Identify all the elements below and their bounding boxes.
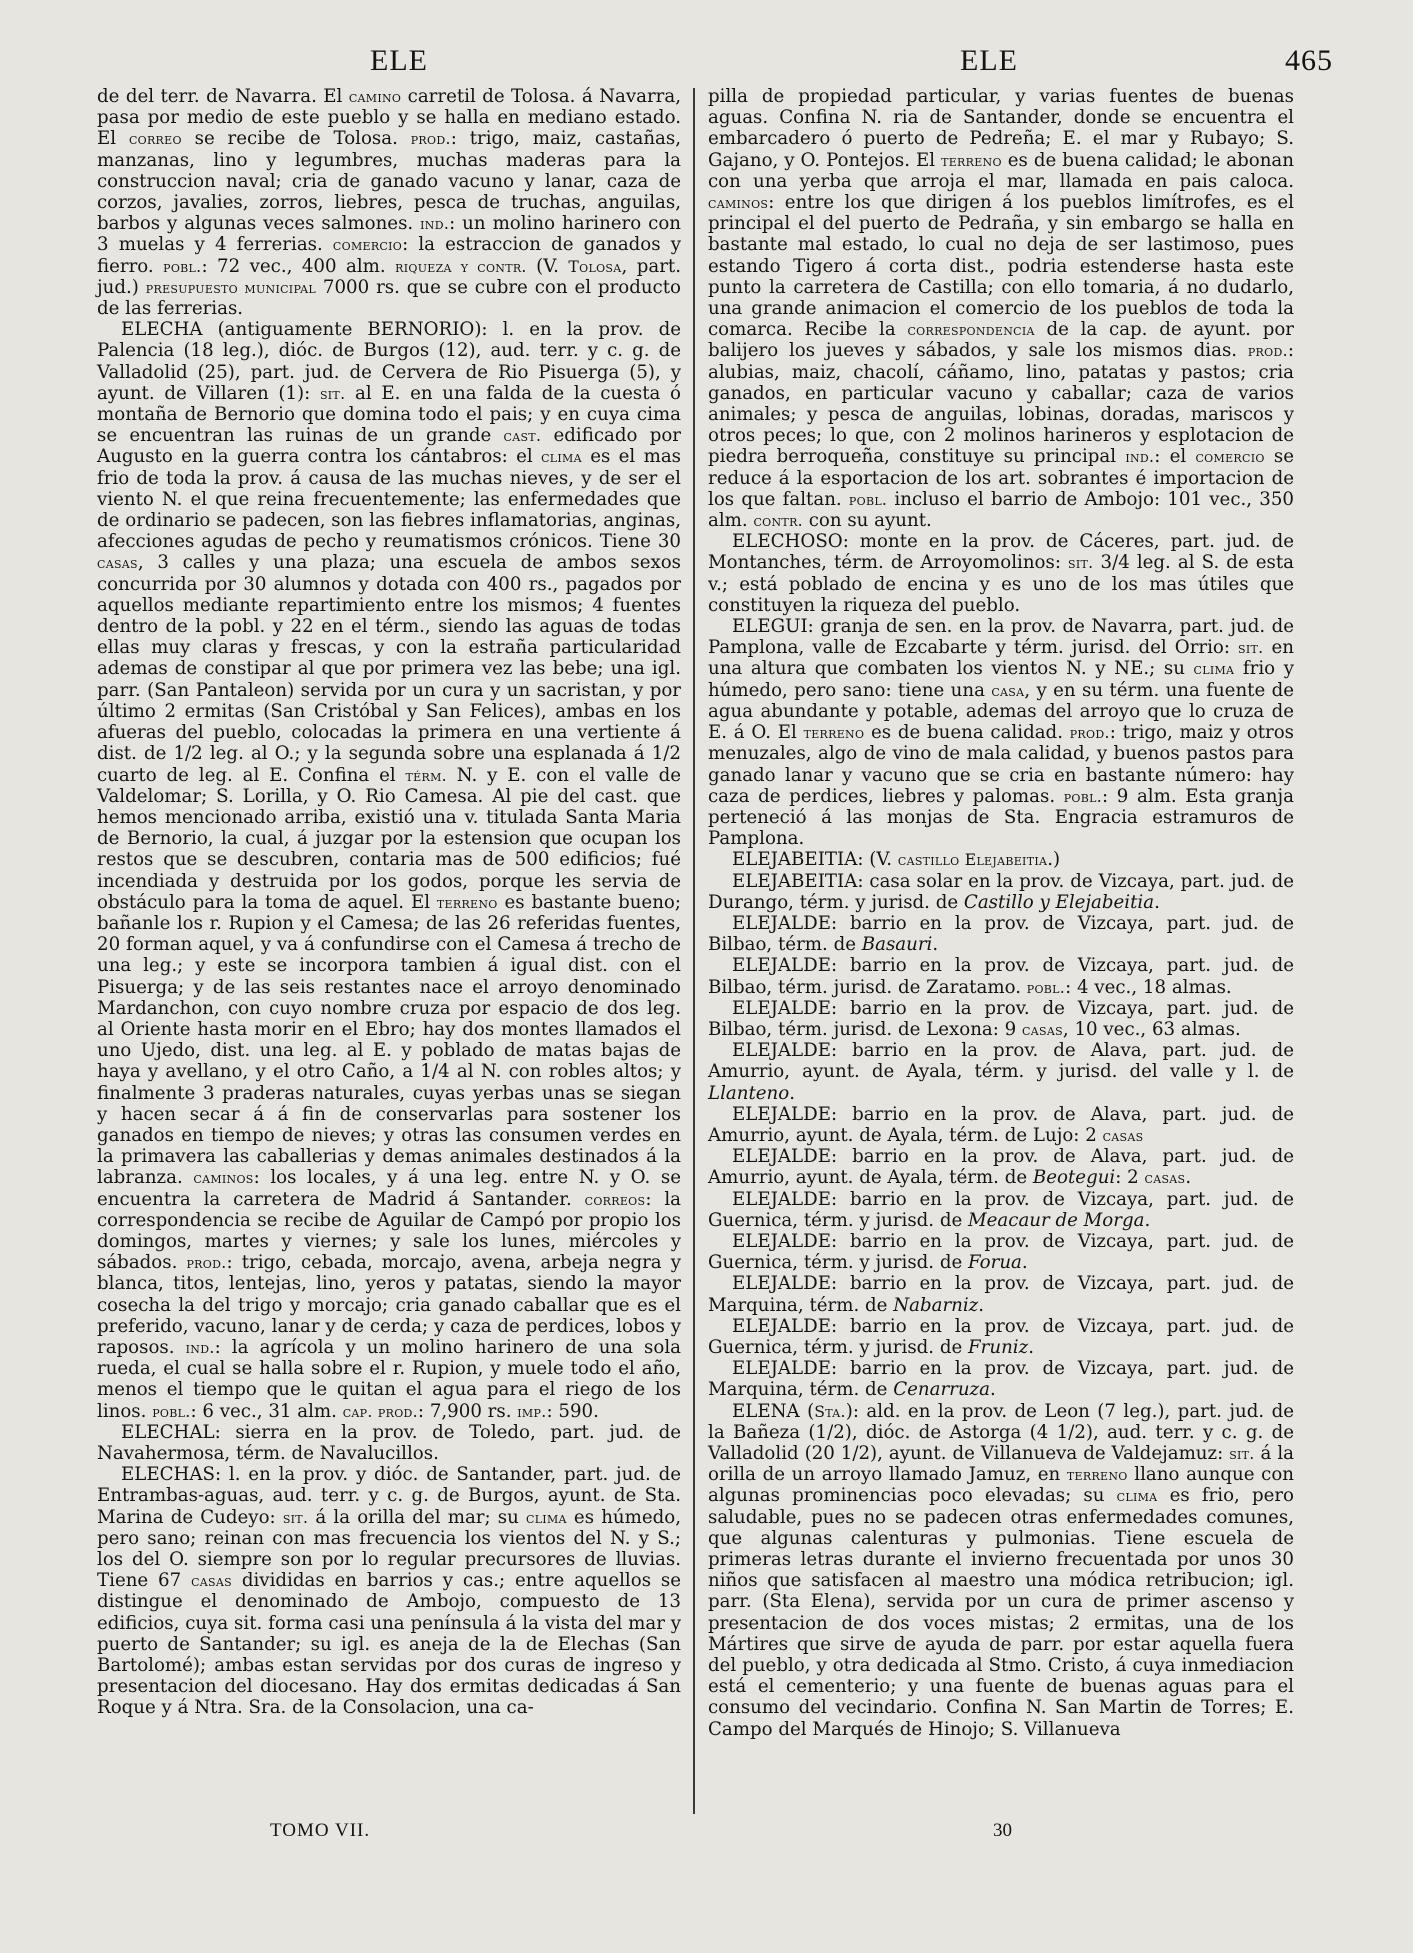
- entry-elejalde: ELEJALDE: barrio en la prov. de Vizcaya, part. jud. de Marquina, térm. de Nabarniz.: [708, 1273, 1294, 1316]
- running-head-right: ELE: [960, 44, 1018, 77]
- entry-elejalde: ELEJALDE: barrio en la prov. de Vizcaya, part. jud. de Marquina, térm. de Cenarruza.: [708, 1358, 1294, 1401]
- left-column: [97, 86, 681, 1719]
- page-footer: [0, 1820, 1413, 1850]
- entry-elechoso: ELECHOSO: monte en la prov. de Cáceres, part. jud. de Montanches, térm. de Arroyomolinos: sit. 3/4 leg. al S. de esta v.; está poblado de encina y es uno de los mas útiles que constituyen la riqueza del pueblo.: [708, 531, 1295, 616]
- entry-elegui: ELEGUI: granja de sen. en la prov. de Navarra, part. jud. de Pamplona, valle de Ezcabarte y térm. jurisd. del Orrio: sit. en una altura que combaten los vientos N. y NE.; su clima frio y húmedo, pero sano: tiene una casa, y en su térm. una fuente de agua abundante y potable, ademas del arroyo que lo cruza de E. á O. El terreno es de buena calidad. prod.: trigo, maiz y otros menuzales, algo de vino de mala calidad, y buenos pastos para ganado lanar y vacuno que se cria en bastante número: hay caza de perdices, liebres y palomas. pobl.: 9 alm. Esta granja perteneció á las monjas de Sta. Engracia estramuros de Pamplona.: [708, 616, 1295, 850]
- entry-elena: ELENA (Sta.): ald. en la prov. de Leon (7 leg.), part. jud. de la Bañeza (1/2), dióc. de Astorga (4 1/2), aud. terr. y c. g. de Valladolid (20 1/2), ayunt. de Villanueva de Valdejamuz: sit. á la orilla de un arroyo llamado Jamuz, en terreno llano aunque con algunas prominencias poco elevadas; su clima es frio, pero saludable, pues no se padecen otras enfermedades comunes, que algunas calenturas y pulmonias. Tiene escuela de primeras letras durante el invierno frecuentada por unos 30 niños que satisfacen al maestro una módica retribucion; igl. parr. (Sta Elena), servida por un cura de primer ascenso y presentacion de dos voces mistas; 2 ermitas, una de los Mártires que sirve de ayuda de parr. por estar aquella fuera del pueblo, y otra dedicada al Stmo. Cristo, á cuya inmediacion está el cementerio; y una fuente de buenas aguas para el consumo del vecindario. Confina N. San Martin de Torres; E. Campo del Marqués de Hinojo; S. Villanueva: [708, 1400, 1295, 1740]
- entry-continuation: de del terr. de Navarra. El camino carretil de Tolosa. á Navarra, pasa por medio de este pueblo y se halla en mediano estado. El correo se recibe de Tolosa. prod.: trigo, maiz, castañas, manzanas, lino y legumbres, muchas maderas para la construccion naval; cria de ganado vacuno y lanar, caza de corzos, javalies, zorros, liebres, pesca de truchas, anguilas, barbos y algunas veces salmones. ind.: un molino harinero con 3 muelas y 4 ferrerias. comercio: la estraccion de ganados y fierro. pobl.: 72 vec., 400 alm. riqueza y contr. (V. Tolosa, part. jud.) presupuesto municipal 7000 rs. que se cubre con el producto de las ferrerias.: [97, 86, 682, 320]
- entry-elejalde: ELEJALDE: barrio en la prov. de Vizcaya, part. jud. de Guernica, térm. y jurisd. de Fruniz.: [708, 1315, 1294, 1358]
- entry-elejalde: ELEJALDE: barrio en la prov. de Vizcaya, part. jud. de Bilbao, térm. de Basauri.: [708, 912, 1294, 956]
- volume-label: TOMO VII.: [270, 1820, 371, 1841]
- entry-elejabeitia-ref: ELEJABEITIA: (V. castillo Elejabeitia.): [732, 849, 1061, 871]
- page-number: 465: [1285, 44, 1333, 77]
- right-column: [708, 86, 1294, 1740]
- entry-elechal: ELECHAL: sierra en la prov. de Toledo, part. jud. de Navahermosa, térm. de Navalucillos.: [97, 1421, 681, 1464]
- entry-elejalde: ELEJALDE: barrio en la prov. de Alava, part. jud. de Amurrio, ayunt. de Ayala, térm. de Beotegui: 2 casas.: [708, 1146, 1294, 1189]
- signature-mark: 30: [993, 1820, 1012, 1841]
- running-head-left: ELE: [370, 44, 428, 77]
- running-head: [0, 44, 1413, 84]
- entry-elechas-continuation: pilla de propiedad particular, y varias fuentes de buenas aguas. Confina N. ria de Santander, donde se encuentra el embarcadero ó puerto de Pedreña; E. el mar y Rubayo; S. Gajano, y O. Pontejos. El terreno es de buena calidad; le abonan con una yerba que arroja el mar, llamada en pais caloca. caminos: entre los que dirigen á los pueblos limítrofes, es el principal el del puerto de Pedraña, y sin embargo se halla en bastante mal estado, lo cual no deja de ser lastimoso, pues estando Tigero á corta dist., podria estenderse hasta este punto la carretera de Castilla; con ello tomaria, á no dudarlo, una grande animacion el comercio de los pueblos de toda la comarca. Recibe la correspondencia de la cap. de ayunt. por balijero los jueves y sábados, y sale los mismos dias. prod.: alubias, maiz, chacolí, cáñamo, lino, patatas y pastos; cria ganados, en particular vacuno y caballar; caza de varios animales; y pesca de anguilas, lobinas, doradas, mariscos y otros peces; lo que, con 2 molinos harineros y esplotacion de piedra berroqueña, constituye su principal ind.: el comercio se reduce á la esportacion de los art. sobrantes é importacion de los que faltan. pobl. incluso el barrio de Ambojo: 101 vec., 350 alm. contr. con su ayunt.: [708, 86, 1295, 532]
- entry-elejalde: ELEJALDE: barrio en la prov. de Alava, part. jud. de Amurrio, ayunt. de Ayala, térm. y jurisd. del valle y l. de Llanteno.: [708, 1040, 1294, 1104]
- entry-elejabeitia: ELEJABEITIA: casa solar en la prov. de Vizcaya, part. jud. de Durango, térm. y jurisd. de Castillo y Elejabeitia.: [708, 870, 1294, 913]
- column-divider: [693, 88, 695, 1814]
- entry-elejalde: ELEJALDE: barrio en la prov. de Alava, part. jud. de Amurrio, ayunt. de Ayala, térm. de Lujo: 2 casas: [708, 1103, 1294, 1146]
- entry-elejalde: ELEJALDE: barrio en la prov. de Vizcaya, part. jud. de Bilbao, térm. jurisd. de Lexona: 9 casas, 10 vec., 63 almas.: [708, 997, 1294, 1040]
- entry-elejalde: ELEJALDE: barrio en la prov. de Vizcaya, part. jud. de Bilbao, térm. jurisd. de Zaratamo. pobl.: 4 vec., 18 almas.: [708, 955, 1294, 998]
- entry-elechas: ELECHAS: l. en la prov. y dióc. de Santander, part. jud. de Entrambas-aguas, aud. terr. y c. g. de Burgos, ayunt. de Sta. Marina de Cudeyo: sit. á la orilla del mar; su clima es húmedo, pero sano; reinan con mas frecuencia los vientos del N. y S.; los del O. siempre son por lo regular precursores de lluvias. Tiene 67 casas divididas en barrios y cas.; entre aquellos se distingue el denominado de Ambojo, compuesto de 13 edificios, cuya sit. forma casi una península á la vista del mar y puerto de Santander; su igl. es aneja de la de Elechas (San Bartolomé); ambas estan servidas por dos curas de ingreso y presentacion del diocesano. Hay dos ermitas dedicadas á San Roque y á Ntra. Sra. de la Consolacion, una ca-: [97, 1464, 681, 1719]
- entry-elejalde: ELEJALDE: barrio en la prov. de Vizcaya, part. jud. de Guernica, térm. y jurisd. de Forua.: [708, 1230, 1294, 1274]
- entry-elejalde: ELEJALDE: barrio en la prov. de Vizcaya, part. jud. de Guernica, térm. y jurisd. de Meacaur de Morga.: [708, 1188, 1294, 1231]
- entry-elecha: ELECHA (antiguamente BERNORIO): l. en la prov. de Palencia (18 leg.), dióc. de Burgos (12), aud. terr. y c. g. de Valladolid (25), part. jud. de Cervera de Rio Pisuerga (5), y ayunt. de Villaren (1): sit. al E. en una falda de la cuesta ó montaña de Bernorio que domina todo el pais; y en cuya cima se encuentran las ruinas de un grande cast. edificado por Augusto en la guerra contra los cántabros: el clima es el mas frio de toda la prov. á causa de las muchas nieves, y de ser el viento N. el que reina frecuentemente; las enfermedades que de ordinario se padecen, son las fiebres inflamatorias, anginas, afecciones agudas de pecho y reumatismos crónicos. Tiene 30 casas, 3 calles y una plaza; una escuela de ambos sexos concurrida por 30 alumnos y dotada con 400 rs., pagados por aquellos mediante repartimiento entre los mismos; 4 fuentes dentro de la pobl. y 22 en el térm., siendo las aguas de todas ellas muy claras y frescas, y con la estraña particularidad ademas de constipar al que por primera vez las bebe; una igl. parr. (San Pantaleon) servida por un cura y un sacristan, y por último 2 ermitas (San Cristóbal y San Felices), ambas en los afueras del pueblo, colocadas la primera en una vertiente á dist. de 1/2 leg. al O.; y la segunda sobre una esplanada á 1/2 cuarto de leg. al E. Confina el térm. N. y E. con el valle de Valdelomar; S. Lorilla, y O. Rio Camesa. Al pie del cast. que hemos mencionado arriba, existió una v. titulada Santa Maria de Bernorio, la cual, á juzgar por la estension que ocupan los restos que se descubren, contaria mas de 500 edificios; fué incendiada y destruida por los godos, porque les servia de obstáculo para la toma de aquel. El terreno es bastante bueno; bañanle los r. Rupion y el Camesa; de las 26 referidas fuentes, 20 forman aquel, y va á confundirse con el Camesa á trecho de una leg.; y este se incorpora tambien á igual dist. con el Pisuerga; y de las seis restantes nace el arroyo denominado Mardanchon, con cuyo nombre cruza por espacio de dos leg. al Oriente hasta morir en el Ebro; hay dos montes llamados el uno Ujedo, dist. una leg. al E. y poblado de matas bajas de haya y avellano, y el otro Caño, a 1/4 al N. con robles altos; y finalmente 3 praderas naturales, cuyas yerbas unas se siegan y hacen secar á á fin de conservarlas para sostener los ganados en tiempo de nieves; y otras las consumen verdes en la primavera las caballerias y demas animales destinados á la labranza. caminos: los locales, y á una leg. entre N. y O. se encuentra la carretera de Madrid á Santander. correos: la correspondencia se recibe de Aguilar de Campó por propio los domingos, martes y viernes; y sale los lunes, miércoles y sábados. prod.: trigo, cebada, morcajo, avena, arbeja negra y blanca, titos, lentejas, lino, yeros y patatas, siendo la mayor cosecha la del trigo y morcajo; cria ganado caballar que es el preferido, vacuno, lanar y de cerda; y caza de perdices, lobos y raposos. ind.: la agrícola y un molino harinero de una sola rueda, el cual se halla sobre el r. Rupion, y muele todo el año, menos el tiempo que le quitan el agua para el riego de los linos. pobl.: 6 vec., 31 alm. cap. prod.: 7,900 rs. imp.: 590.: [97, 319, 682, 1422]
